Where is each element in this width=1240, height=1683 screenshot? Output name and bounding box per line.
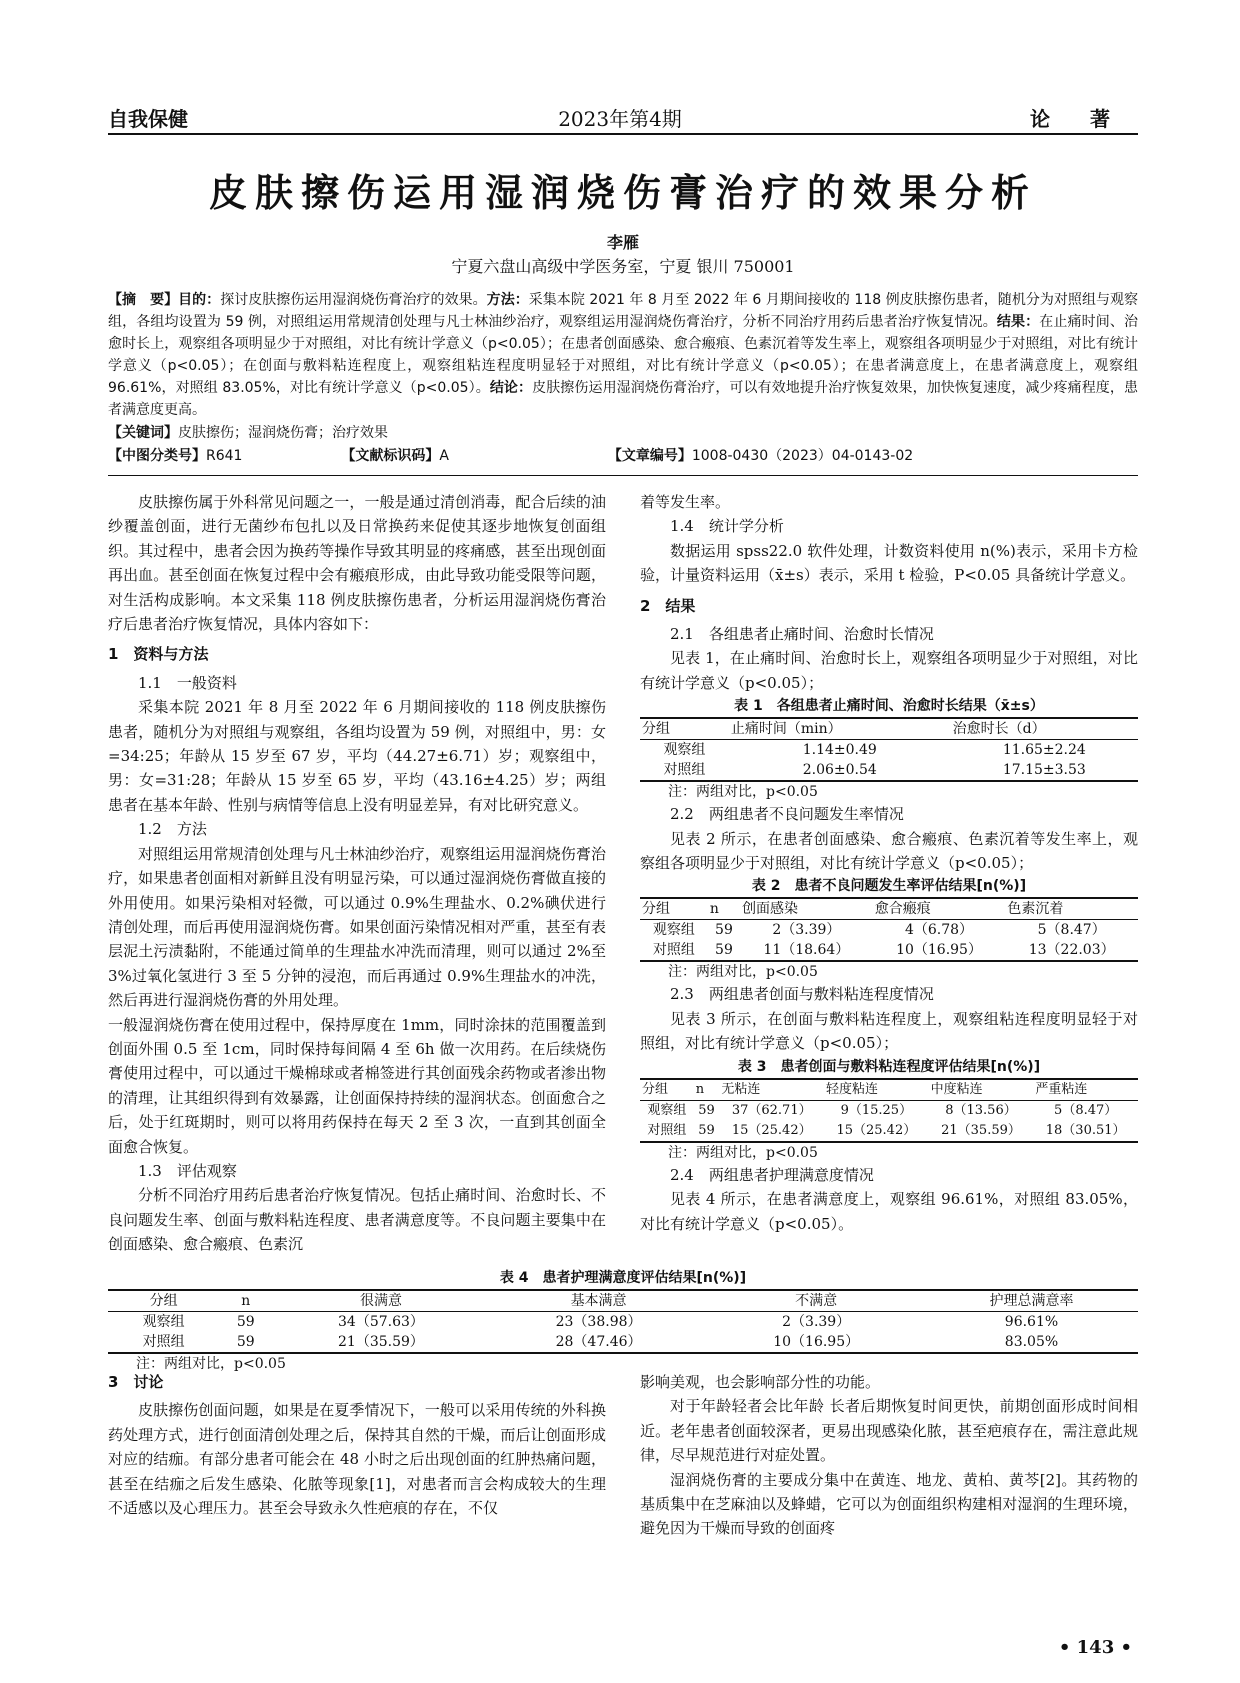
article-no-value: 1008-0430（2023）04-0143-02 (691, 448, 914, 464)
table-cell: 28（47.46） (555, 1334, 642, 1350)
table-row (640, 1121, 1138, 1142)
keywords-line (108, 422, 388, 442)
table-cell: 观察组 (663, 742, 706, 759)
section-2-2-heading: 2.2 两组患者不良问题发生率情况 (670, 805, 904, 824)
section-2-4-heading: 2.4 两组患者护理满意度情况 (670, 1165, 874, 1184)
table-1 (640, 717, 1138, 782)
article-no-label: 【文章编号】 (607, 448, 692, 464)
table-4-caption: 表 4 患者护理满意度评估结果[n(%)] (499, 1270, 747, 1286)
article-affiliation: 宁夏六盘山高级中学医务室，宁夏 银川 750001 (451, 257, 795, 276)
table-header-cell: 分组 (642, 721, 670, 738)
table-2-caption: 表 2 患者不良问题发生率评估结果[n(%)] (751, 878, 1027, 895)
table-row (640, 920, 1138, 941)
table-header-cell: n (695, 1081, 705, 1097)
table-row (108, 1312, 1138, 1333)
journal-name: 自我保健 (108, 107, 188, 131)
intro-paragraph: 皮肤擦伤属于外科常见问题之一，一般是通过清创消毒，配合后续的油纱覆盖创面，进行无菌纱布包扎以及日常换药来促使其逐步地恢复创面组织。其过程中，患者会因为换药等操作导致其明显的疼痛感，甚至出现创面再出血。甚至创面在恢复过程中会有瘢痕形成，由此导致功能受限等问题，对生活构成影响。本文采集 118 例皮肤擦伤患者，分析运用湿润烧伤膏治疗后患者治疗恢复情况，具体内容如下： (108, 493, 606, 634)
table-cell: 18（30.51） (1045, 1122, 1126, 1138)
table-cell: 34（57.63） (338, 1314, 424, 1330)
table-cell: 2（3.39） (782, 1314, 851, 1330)
abstract-conclusion: 皮肤擦伤运用湿润烧伤膏治疗，可以有效地提升治疗恢复效果，加快恢复速度，减少疼痛程度，患者满意度更高。 (108, 380, 1138, 418)
abstract-result: 在止痛时间、治愈时长上，观察组各项明显少于对照组，对比有统计学意义（p<0.05）；在患者创面感染、愈合瘢痕、色素沉着等发生率上，观察组各项明显少于对照组，对比有统计学意义（p<0.05）；在创面与敷料粘连程度上，观察组粘连程度明显轻于对照组，对比有统计学意义（p<0.05）；在患者满意度上，在患者满意度上，观察组 96.61%，对照组 83.05%，对比有统计学意义（p<0.05）。 (108, 314, 1139, 396)
right-column (640, 490, 1138, 1236)
table-1-caption: 表 1 各组患者止痛时间、治愈时长结果（x̄±s） (734, 698, 1044, 715)
table-4-note: 注：两组对比，p<0.05 (136, 1356, 286, 1372)
table-header-cell: 基本满意 (570, 1293, 627, 1309)
table-2-header-row (640, 898, 1138, 920)
table-cell: 96.61% (1004, 1314, 1059, 1330)
issue-label: 2023年第4期 (558, 107, 682, 131)
table-header-cell: n (709, 901, 719, 918)
table-cell: 观察组 (142, 1314, 185, 1330)
section-1-1-heading: 1.1 一般资料 (138, 673, 237, 692)
table-cell: 10（16.95） (773, 1334, 860, 1350)
table-header-cell: 色素沉着 (1007, 901, 1064, 918)
table-header-cell: 止痛时间（min） (730, 721, 842, 738)
section-2-3-heading: 2.3 两组患者创面与敷料粘连程度情况 (670, 985, 934, 1004)
table-cell: 对照组 (652, 942, 695, 959)
table-cell: 8（13.56） (945, 1102, 1017, 1118)
clc-label: 【中图分类号】 (108, 448, 206, 464)
section-3-heading: 3 讨论 (108, 1373, 164, 1391)
abstract-rule (108, 475, 1138, 476)
header-rule (108, 133, 1138, 135)
section-1-2-heading: 1.2 方法 (138, 820, 207, 839)
table-2-note: 注：两组对比，p<0.05 (668, 964, 818, 981)
abstract-result-label: 结果： (996, 314, 1040, 330)
section-2-4-paragraph: 见表 4 所示，在患者满意度上，观察组 96.61%，对照组 83.05%，对比有统计学意义（p<0.05）。 (640, 1190, 1138, 1233)
table-cell: 2.06±0.54 (802, 762, 877, 779)
table-cell: 59 (698, 1122, 715, 1138)
section-1-heading: 1 资料与方法 (108, 645, 209, 664)
section-label: 论著 (1030, 107, 1150, 131)
abstract-label: 【摘 要】 (108, 292, 179, 308)
table-3-header-row (640, 1079, 1138, 1101)
table-cell: 9（15.25） (840, 1102, 913, 1118)
section-1-3-heading: 1.3 评估观察 (138, 1161, 237, 1180)
article-author: 李雁 (606, 233, 639, 252)
table-cell: 观察组 (652, 922, 695, 939)
section-1-4-paragraph: 数据运用 spss22.0 软件处理，计数资料使用 n(%)表示，采用卡方检验，计量资料运用（x̄±s）表示，采用 t 检验，P<0.05 具备统计学意义。 (640, 541, 1138, 585)
section-1-3-paragraph: 分析不同治疗用药后患者治疗恢复情况。包括止痛时间、治愈时长、不良问题发生率、创面与敷料粘连程度、患者满意度等。不良问题主要集中在创面感染、愈合瘢痕、色素沉 (108, 1186, 606, 1254)
table-row (640, 940, 1138, 961)
table-row (640, 740, 1138, 761)
section-2-3-paragraph: 见表 3 所示，在创面与敷料粘连程度上，观察组粘连程度明显轻于对照组，对比有统计学意义（p<0.05）； (640, 1009, 1138, 1053)
table-header-cell: 中度粘连 (930, 1081, 983, 1097)
abstract-method-label: 方法： (486, 292, 529, 308)
table-header-cell: 很满意 (359, 1293, 402, 1309)
table-cell: 59 (715, 922, 733, 939)
section-2-heading: 2 结果 (640, 596, 696, 615)
table-cell: 13（22.03） (1028, 942, 1115, 959)
section-1-1-paragraph: 采集本院 2021 年 8 月至 2022 年 6 月期间接收的 118 例皮肤擦伤患者，随机分为对照组与观察组，各组均设置为 59 例，对照组中，男：女=34:25；年龄从 15 岁至 67 岁，平均（44.27±6.71）岁；观察组中，男：女=31:28；年龄从 15 岁至 65 岁，平均（43.16±4.25）岁；两组患者在基本年龄、性别与病情等信息上没有明显差异，有对比研究意义。 (108, 698, 606, 814)
article-title: 皮肤擦伤运用湿润烧伤膏治疗的效果分析 (208, 170, 1037, 215)
table-cell: 37（62.71） (731, 1102, 812, 1118)
table-3-caption: 表 3 患者创面与敷料粘连程度评估结果[n(%)] (737, 1058, 1041, 1075)
page-number: • 143 • (1058, 1637, 1132, 1658)
table-row (640, 760, 1138, 781)
table-cell: 15（25.42） (836, 1122, 917, 1138)
table-header-cell: 分组 (149, 1293, 178, 1309)
left-column (108, 490, 606, 1257)
table-cell: 对照组 (142, 1334, 185, 1350)
section-3-paragraph-1: 皮肤擦伤创面问题，如果是在夏季情况下，一般可以采用传统的外科换药处理方式，进行创面清创处理之后，保持其自然的干燥，而后让创面形成对应的结痂。有部分患者可能会在 48 小时之后出现创面的红肿热痛问题，甚至在结痂之后发生感染、化脓等现象[1]，对患者而言会构成较大的生理不适感以及心理压力。甚至会导致永久性疤痕的存在，不仅 (108, 1401, 606, 1518)
discussion-right-column (640, 1370, 1138, 1541)
section-1-4-heading: 1.4 统计学分析 (670, 517, 784, 536)
table-cell: 11（18.64） (763, 942, 850, 959)
table-cell: 11.65±2.24 (1002, 742, 1086, 759)
table-header-cell: 愈合瘢痕 (874, 901, 931, 918)
table-cell: 59 (715, 942, 733, 959)
table-cell: 17.15±3.53 (1002, 762, 1086, 779)
abstract-purpose: 探讨皮肤擦伤运用湿润烧伤膏治疗的效果。 (220, 292, 487, 308)
continued-text: 着等发生率。 (640, 493, 731, 511)
abstract-method: 采集本院 2021 年 8 月至 2022 年 6 月期间接收的 118 例皮肤擦伤患者，随机分为对照组与观察组，各组均设置为 59 例，对照组运用常规清创处理与凡士林油纱治疗，观察组运用湿润烧伤膏治疗，分析不同治疗用药后患者治疗恢复情况。 (108, 292, 1139, 330)
clc-value: R641 (206, 448, 243, 464)
table-row (108, 1332, 1138, 1353)
table-cell: 1.14±0.49 (802, 742, 877, 759)
section-2-2-paragraph: 见表 2 所示，在患者创面感染、愈合瘢痕、色素沉着等发生率上，观察组各项明显少于对照组，对比有统计学意义（p<0.05）； (640, 829, 1138, 873)
section-1-2-paragraph-b: 一般湿润烧伤膏在使用过程中，保持厚度在 1mm，同时涂抹的范围覆盖到创面外围 0.5 至 1cm，同时保持每间隔 4 至 6h 做一次用药。在后续烧伤膏使用过程中，可以通过干燥棉球或者棉签进行其创面残余药物或者渗出物的清理，让其组织得到有效暴露，让创面保持持续的湿润状态。创面愈合之后，处于红斑期时，则可以将用药保持在每天 2 至 3 次，一直到其创面全面愈合恢复。 (108, 1015, 606, 1156)
table-4-header-row (108, 1290, 1138, 1312)
table-header-cell: 分组 (642, 1081, 669, 1097)
table-cell: 4（6.78） (904, 922, 974, 939)
table-cell: 21（35.59） (338, 1334, 424, 1350)
keywords-label: 【关键词】 (108, 425, 178, 441)
table-cell: 15（25.42） (731, 1122, 812, 1138)
table-cell: 2（3.39） (772, 922, 841, 939)
section-3-paragraph-2: 对于年龄轻者会比年龄 长者后期恢复时间更快，前期创面形成时间相近。老年患者创面较深者，更易出现感染化脓，甚至疤痕存在，需注意此规律，尽早规范进行对症处置。 (640, 1397, 1138, 1465)
table-cell: 59 (698, 1102, 715, 1118)
table-cell: 59 (236, 1314, 255, 1330)
table-cell: 10（16.95） (896, 942, 982, 959)
table-1-header-row (640, 718, 1138, 740)
section-2-1-heading: 2.1 各组患者止痛时间、治愈时长情况 (670, 625, 934, 644)
doc-code-label: 【文献标识码】 (341, 448, 440, 464)
table-header-cell: 不满意 (795, 1293, 838, 1309)
table-header-cell: n (241, 1293, 251, 1309)
table-3 (640, 1078, 1138, 1143)
table-cell: 5（8.47） (1037, 922, 1106, 939)
table-cell: 21（35.59） (941, 1122, 1021, 1138)
table-cell: 59 (236, 1334, 255, 1350)
table-header-cell: 治愈时长（d） (952, 721, 1046, 738)
keywords: 皮肤擦伤；湿润烧伤膏；治疗效果 (178, 425, 388, 441)
table-cell: 对照组 (647, 1122, 687, 1138)
abstract (108, 289, 1138, 421)
table-cell: 观察组 (647, 1102, 687, 1118)
table-cell: 23（38.98） (555, 1314, 642, 1330)
table-header-cell: 创面感染 (742, 901, 799, 918)
discussion-left-column (108, 1370, 606, 1520)
section-2-1-paragraph: 见表 1，在止痛时间、治愈时长上，观察组各项明显少于对照组，对比有统计学意义（p<0.05）； (640, 649, 1138, 692)
table-cell: 5（8.47） (1054, 1102, 1118, 1118)
doc-code-value: A (439, 448, 449, 464)
table-header-cell: 护理总满意率 (989, 1293, 1074, 1309)
abstract-purpose-label: 目的： (178, 292, 221, 308)
table-header-cell: 分组 (642, 901, 670, 918)
table-row (640, 1100, 1138, 1121)
discussion-continued-text: 影响美观，也会影响部分性的功能。 (640, 1373, 881, 1391)
classification-line (108, 445, 1138, 465)
table-cell: 83.05% (1004, 1334, 1059, 1350)
table-header-cell: 严重粘连 (1035, 1081, 1088, 1097)
table-2 (640, 897, 1138, 962)
section-3-paragraph-3: 湿润烧伤膏的主要成分集中在黄连、地龙、黄柏、黄芩[2]。其药物的基质集中在芝麻油以及蜂蜡，它可以为创面组织构建相对湿润的生理环境，避免因为干燥而导致的创面疼 (640, 1470, 1138, 1538)
table-4-block (108, 1267, 1138, 1374)
section-1-2-paragraph-a: 对照组运用常规清创处理与凡士林油纱治疗，观察组运用湿润烧伤膏治疗，如果患者创面相对新鲜且没有明显污染，可以通过湿润烧伤膏做直接的外用使用。如果污染相对轻微，可以通过 0.9%生理盐水、0.2%碘伏进行清创处理，而后再使用湿润烧伤膏。如果创面污染情况相对严重，甚至有表层泥土污渍黏附，不能通过简单的生理盐水冲洗而清理，则可以通过 2%至 3%过氧化氢进行 3 至 5 分钟的浸泡，而后再通过 0.9%生理盐水的冲洗，然后再进行湿润烧伤膏的外用处理。 (108, 844, 606, 1010)
table-1-note: 注：两组对比，p<0.05 (668, 784, 818, 801)
table-header-cell: 无粘连 (721, 1081, 761, 1097)
table-3-note: 注：两组对比，p<0.05 (668, 1144, 818, 1161)
table-header-cell: 轻度粘连 (826, 1081, 879, 1097)
abstract-conclusion-label: 结论： (489, 380, 533, 396)
table-4 (108, 1289, 1138, 1354)
table-cell: 对照组 (663, 762, 706, 779)
